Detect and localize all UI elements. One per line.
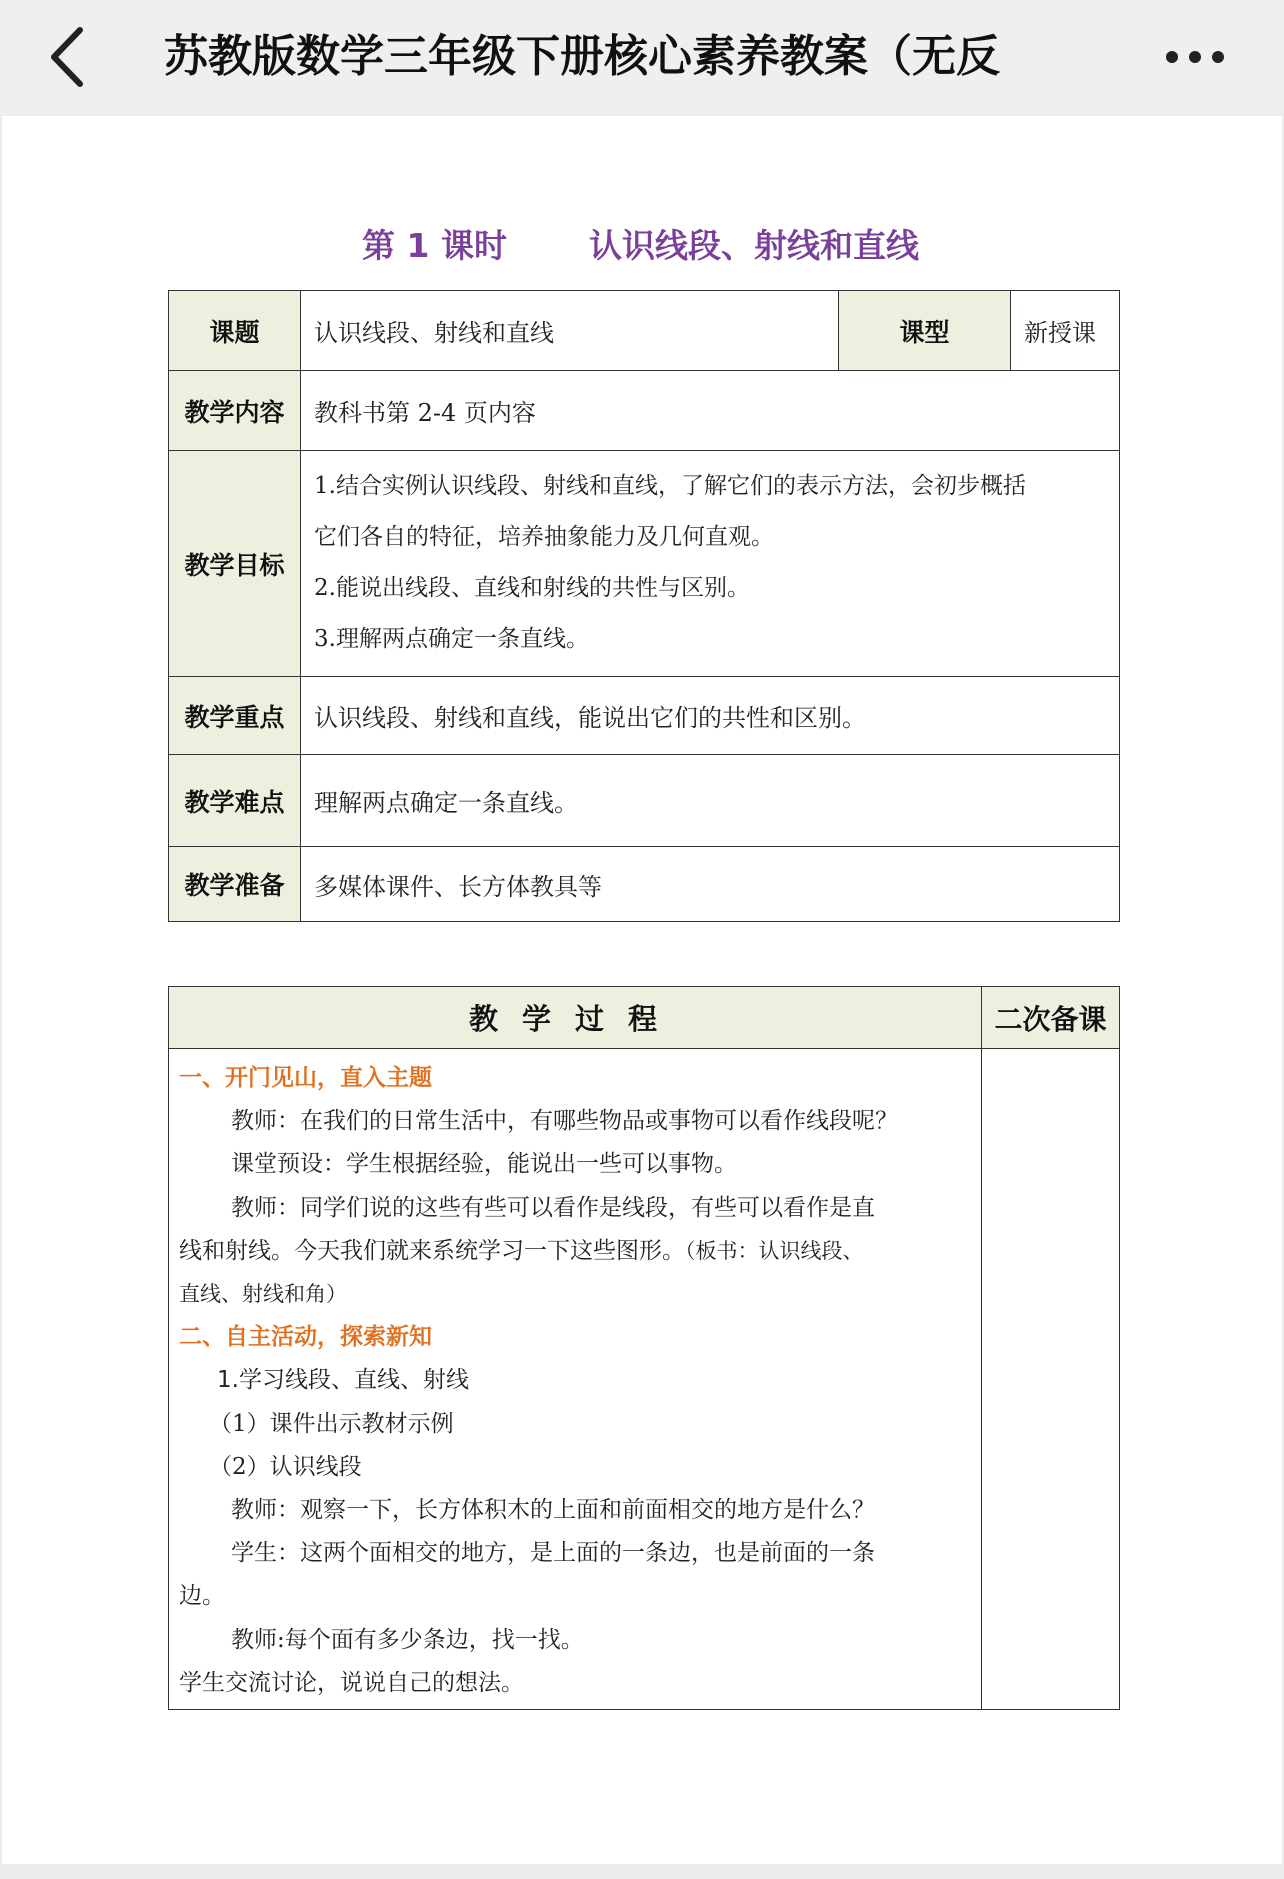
difficulty-label: 教学难点 [169,755,301,847]
paragraph: （2）认识线段 [209,1453,362,1480]
goal-value [301,451,1120,677]
paragraph: 学生：这两个面相交的地方，是上面的一条边，也是前面的一条 [231,1540,875,1567]
paragraph: 课堂预设：学生根据经验，能说出一些可以事物。 [231,1151,737,1178]
topic-label: 课题 [169,291,301,371]
table-row [169,451,1120,677]
paragraph [179,1230,971,1273]
more-dots-icon [1160,22,1230,92]
goal-line: 3.理解两点确定一条直线。 [314,626,589,652]
teaching-process-table [168,986,1120,1710]
paragraph: 教师:每个面有多少条边，找一找。 [231,1626,584,1653]
process-body [169,1049,982,1710]
prep-value: 多媒体课件、长方体教具等 [301,847,1120,922]
process-header: 教学过程 [169,987,982,1049]
subheading: 1.学习线段、直线、射线 [217,1367,469,1394]
paragraph: 教师：同学们说的这些有些可以看作是线段，有些可以看作是直 [231,1194,875,1221]
difficulty-value: 理解两点确定一条直线。 [301,755,1120,847]
paragraph-text: 线和射线。今天我们就来系统学习一下这些图形。 [179,1237,685,1264]
chevron-left-icon [40,22,100,92]
review-notes-cell [982,1049,1120,1710]
paragraph: 边。 [179,1583,225,1610]
lesson-info-table [168,290,1120,922]
blackboard-note: 直线、射线和角） [179,1282,347,1307]
table-row [169,847,1120,922]
more-button[interactable] [1160,22,1230,92]
table-row [169,677,1120,755]
table-row [169,1049,1120,1710]
blackboard-note: （板书：认识线段、 [685,1238,864,1263]
document-page [2,116,1282,1864]
key-value: 认识线段、射线和直线，能说出它们的共性和区别。 [301,677,1120,755]
table-row [169,371,1120,451]
table-row [169,291,1120,371]
top-bar [0,0,1284,114]
back-button[interactable] [40,22,100,92]
topic-value: 认识线段、射线和直线 [301,291,839,371]
paragraph: 教师：观察一下，长方体积木的上面和前面相交的地方是什么？ [231,1497,875,1524]
content-value: 教科书第 2-4 页内容 [301,371,1120,451]
section-heading: 一、开门见山，直入主题 [179,1065,432,1091]
type-value: 新授课 [1011,291,1120,371]
table-row [169,987,1120,1049]
paragraph: 教师：在我们的日常生活中，有哪些物品或事物可以看作线段呢？ [231,1108,898,1135]
paragraph: （1）课件出示教材示例 [209,1410,454,1437]
review-header: 二次备课 [982,987,1120,1049]
title-fade [1030,22,1120,92]
goal-label: 教学目标 [169,451,301,677]
goal-line: 2.能说出线段、直线和射线的共性与区别。 [314,575,750,601]
document-title: 苏教版数学三年级下册核心素养教案（无反 [164,31,1000,82]
key-label: 教学重点 [169,677,301,755]
lesson-name: 认识线段、射线和直线 [588,226,919,265]
goal-line: 它们各自的特征，培养抽象能力及几何直观。 [314,524,774,550]
section-heading: 二、自主活动，探索新知 [179,1324,432,1351]
lesson-title [362,216,1062,276]
table-row [169,755,1120,847]
content-label: 教学内容 [169,371,301,451]
goal-line: 1.结合实例认识线段、射线和直线，了解它们的表示方法，会初步概括 [314,473,1026,499]
paragraph [179,1273,971,1316]
type-label: 课型 [839,291,1011,371]
lesson-number: 第 1 课时 [362,226,507,265]
prep-label: 教学准备 [169,847,301,922]
paragraph: 学生交流讨论，说说自己的想法。 [179,1669,524,1696]
